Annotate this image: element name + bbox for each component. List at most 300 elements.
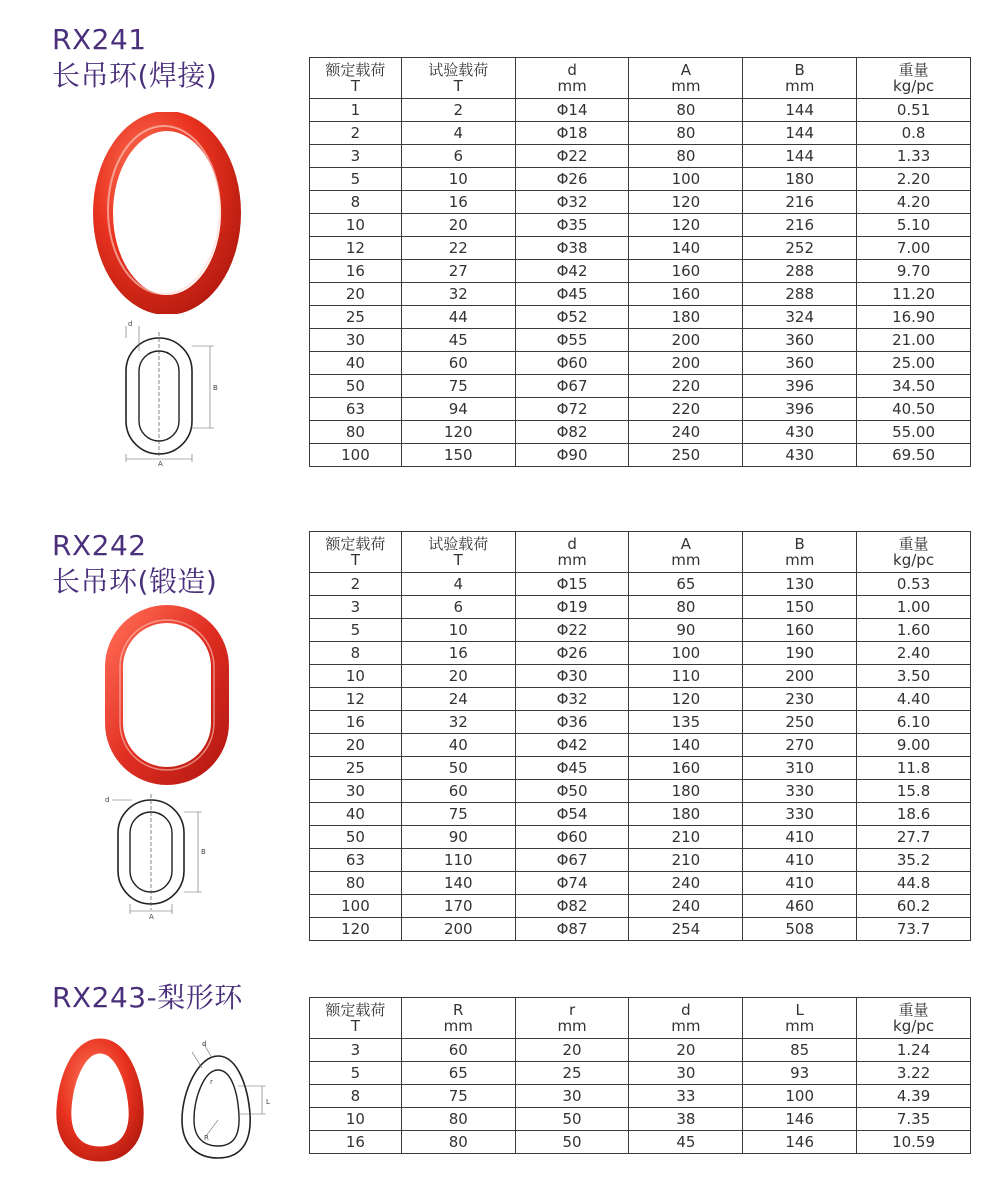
table-cell: 3 — [310, 145, 402, 168]
table-cell: 1.00 — [857, 596, 971, 619]
table-cell: 120 — [629, 214, 743, 237]
table-cell: 75 — [401, 375, 515, 398]
header-unit: mm — [557, 1017, 587, 1035]
table-cell: Φ30 — [515, 665, 629, 688]
table-cell: 144 — [743, 99, 857, 122]
table-cell: 16 — [401, 642, 515, 665]
table-cell: 360 — [743, 352, 857, 375]
table-row — [310, 145, 971, 168]
table-cell: 10 — [310, 665, 402, 688]
table-cell: 25 — [310, 757, 402, 780]
table-cell: 3 — [310, 596, 402, 619]
table-cell: 16 — [310, 260, 402, 283]
table-cell: 100 — [743, 1085, 857, 1108]
table-row — [310, 918, 971, 941]
table-cell: 12 — [310, 237, 402, 260]
table-cell: 8 — [310, 191, 402, 214]
table-cell: 25.00 — [857, 352, 971, 375]
table-row — [310, 1039, 971, 1062]
header-unit: mm — [785, 551, 815, 569]
table-cell: 45 — [401, 329, 515, 352]
table-cell: 210 — [629, 826, 743, 849]
table-cell: 60 — [401, 352, 515, 375]
table-cell: Φ67 — [515, 849, 629, 872]
table-cell: 80 — [629, 99, 743, 122]
header-unit: mm — [785, 1017, 815, 1035]
table-cell: 288 — [743, 260, 857, 283]
table-cell: 170 — [401, 895, 515, 918]
header-label: R — [453, 1001, 464, 1019]
table-cell: 140 — [629, 237, 743, 260]
table-cell: 5 — [310, 619, 402, 642]
table-cell: 160 — [743, 619, 857, 642]
table-cell: 27.7 — [857, 826, 971, 849]
table-cell: 50 — [515, 1131, 629, 1154]
table-row — [310, 237, 971, 260]
table-cell: 120 — [629, 191, 743, 214]
table-cell: 30 — [310, 329, 402, 352]
table-cell: 200 — [743, 665, 857, 688]
table-row — [310, 757, 971, 780]
table-cell: 30 — [629, 1062, 743, 1085]
table-cell: 80 — [401, 1131, 515, 1154]
section-title — [52, 528, 217, 600]
ring-dimension-diagram — [160, 1040, 280, 1164]
table-cell: 410 — [743, 849, 857, 872]
table-cell: Φ60 — [515, 826, 629, 849]
column-header — [857, 532, 971, 573]
table-row — [310, 122, 971, 145]
table-cell: Φ54 — [515, 803, 629, 826]
table-cell: 410 — [743, 872, 857, 895]
table-cell: 0.51 — [857, 99, 971, 122]
header-label: 重量 — [898, 61, 929, 79]
table-cell: 1.33 — [857, 145, 971, 168]
label-L: L — [266, 1098, 270, 1106]
table-cell: 25 — [515, 1062, 629, 1085]
table-row — [310, 99, 971, 122]
header-label: 额定载荷 — [325, 1001, 386, 1019]
table-cell: 216 — [743, 214, 857, 237]
table-cell: 11.20 — [857, 283, 971, 306]
table-cell: 2 — [401, 99, 515, 122]
header-unit: mm — [671, 1017, 701, 1035]
table-row — [310, 872, 971, 895]
table-cell: 120 — [629, 688, 743, 711]
header-unit: T — [350, 551, 361, 569]
table-cell: Φ42 — [515, 734, 629, 757]
table-row — [310, 803, 971, 826]
table-row — [310, 260, 971, 283]
table-cell: 25 — [310, 306, 402, 329]
table-cell: Φ82 — [515, 895, 629, 918]
table-cell: 24 — [401, 688, 515, 711]
table-cell: 65 — [629, 573, 743, 596]
table-cell: 3.22 — [857, 1062, 971, 1085]
table-cell: 2 — [310, 122, 402, 145]
table-cell: 3.50 — [857, 665, 971, 688]
table-cell: 144 — [743, 145, 857, 168]
table-cell: 80 — [310, 872, 402, 895]
table-cell: 16 — [401, 191, 515, 214]
table-cell: 65 — [401, 1062, 515, 1085]
table-cell: 5 — [310, 1062, 402, 1085]
column-header — [857, 998, 971, 1039]
header-label: d — [681, 1001, 691, 1019]
header-unit: mm — [671, 551, 701, 569]
table-cell: 90 — [401, 826, 515, 849]
table-cell: 35.2 — [857, 849, 971, 872]
table-cell: Φ67 — [515, 375, 629, 398]
table-cell: 4 — [401, 573, 515, 596]
table-cell: 200 — [629, 352, 743, 375]
table-cell: Φ14 — [515, 99, 629, 122]
column-header — [401, 58, 515, 99]
table-cell: 40 — [310, 352, 402, 375]
table-cell: 7.35 — [857, 1108, 971, 1131]
column-header — [515, 532, 629, 573]
ring-photo — [102, 604, 232, 786]
header-unit: mm — [557, 77, 587, 95]
table-cell: 4.40 — [857, 688, 971, 711]
table-cell: 6.10 — [857, 711, 971, 734]
column-header — [629, 58, 743, 99]
header-label: B — [794, 535, 805, 553]
table-cell: 250 — [629, 444, 743, 467]
header-unit: mm — [443, 1017, 473, 1035]
table-cell: 180 — [743, 168, 857, 191]
table-cell: 330 — [743, 803, 857, 826]
table-cell: 6 — [401, 596, 515, 619]
table-cell: Φ22 — [515, 145, 629, 168]
table-cell: 20 — [310, 283, 402, 306]
header-label: 额定载荷 — [325, 61, 386, 79]
table-cell: 4.20 — [857, 191, 971, 214]
table-row — [310, 596, 971, 619]
ring-photo — [92, 112, 242, 314]
table-row — [310, 780, 971, 803]
header-label: 重量 — [898, 535, 929, 553]
table-row — [310, 573, 971, 596]
table-cell: Φ72 — [515, 398, 629, 421]
table-cell: 69.50 — [857, 444, 971, 467]
table-row — [310, 711, 971, 734]
table-cell: 75 — [401, 1085, 515, 1108]
table-row — [310, 642, 971, 665]
table-cell: 80 — [629, 122, 743, 145]
table-cell: 240 — [629, 872, 743, 895]
label-B: B — [201, 848, 206, 856]
table-row — [310, 306, 971, 329]
column-header — [743, 532, 857, 573]
header-label: L — [795, 1001, 804, 1019]
table-cell: 75 — [401, 803, 515, 826]
header-unit: mm — [671, 77, 701, 95]
table-cell: 94 — [401, 398, 515, 421]
table-cell: 110 — [401, 849, 515, 872]
table-cell: 90 — [629, 619, 743, 642]
table-row — [310, 1062, 971, 1085]
table-cell: 1.24 — [857, 1039, 971, 1062]
table-cell: Φ45 — [515, 757, 629, 780]
table-cell: Φ38 — [515, 237, 629, 260]
table-cell: 220 — [629, 375, 743, 398]
table-cell: Φ32 — [515, 688, 629, 711]
table-cell: 4 — [401, 122, 515, 145]
table-cell: 40 — [401, 734, 515, 757]
table-row — [310, 283, 971, 306]
product-name: 梨形环 — [157, 981, 243, 1014]
table-cell: 50 — [401, 757, 515, 780]
table-cell: 160 — [629, 283, 743, 306]
table-cell: 146 — [743, 1131, 857, 1154]
table-cell: 9.00 — [857, 734, 971, 757]
table-cell: 250 — [743, 711, 857, 734]
table-cell: 30 — [515, 1085, 629, 1108]
table-cell: 63 — [310, 398, 402, 421]
table-cell: Φ52 — [515, 306, 629, 329]
table-cell: 33 — [629, 1085, 743, 1108]
table-row — [310, 895, 971, 918]
table-cell: 20 — [310, 734, 402, 757]
table-cell: 100 — [310, 895, 402, 918]
section-title — [52, 980, 243, 1016]
table-cell: 460 — [743, 895, 857, 918]
table-cell: 8 — [310, 642, 402, 665]
table-cell: 254 — [629, 918, 743, 941]
table-cell: 396 — [743, 375, 857, 398]
label-d: d — [202, 1040, 207, 1048]
table-cell: 10 — [401, 619, 515, 642]
header-label: 试验载荷 — [428, 61, 489, 79]
table-cell: 27 — [401, 260, 515, 283]
table-row — [310, 826, 971, 849]
table-cell: 50 — [515, 1108, 629, 1131]
table-cell: 135 — [629, 711, 743, 734]
table-cell: 60.2 — [857, 895, 971, 918]
table-cell: 2.40 — [857, 642, 971, 665]
table-cell: Φ50 — [515, 780, 629, 803]
product-name: 长吊环(锻造) — [52, 565, 218, 598]
table-cell: Φ42 — [515, 260, 629, 283]
table-row — [310, 421, 971, 444]
table-cell: 288 — [743, 283, 857, 306]
table-cell: 10.59 — [857, 1131, 971, 1154]
header-unit: kg/pc — [893, 551, 935, 569]
table-cell: 240 — [629, 895, 743, 918]
header-unit: T — [453, 551, 463, 569]
label-R: R — [204, 1134, 209, 1142]
table-cell: 430 — [743, 421, 857, 444]
column-header — [310, 998, 402, 1039]
table-cell: 32 — [401, 283, 515, 306]
header-unit: kg/pc — [893, 77, 935, 95]
table-cell: Φ87 — [515, 918, 629, 941]
table-row — [310, 1108, 971, 1131]
table-cell: 160 — [629, 757, 743, 780]
table-header-row — [310, 532, 971, 573]
header-unit: kg/pc — [893, 1017, 935, 1035]
spec-table — [309, 997, 971, 1154]
header-unit: T — [453, 77, 463, 95]
table-cell: 80 — [401, 1108, 515, 1131]
ring-dimension-diagram — [118, 318, 228, 466]
table-cell: 40 — [310, 803, 402, 826]
table-cell: 32 — [401, 711, 515, 734]
table-cell: 9.70 — [857, 260, 971, 283]
table-cell: Φ82 — [515, 421, 629, 444]
table-cell: 8 — [310, 1085, 402, 1108]
column-header — [310, 532, 402, 573]
table-cell: 2 — [310, 573, 402, 596]
table-cell: 16 — [310, 711, 402, 734]
header-unit: mm — [557, 551, 587, 569]
table-cell: 50 — [310, 375, 402, 398]
table-cell: Φ26 — [515, 642, 629, 665]
ring-dimension-diagram — [102, 788, 212, 920]
header-label: 额定载荷 — [325, 535, 386, 553]
table-cell: 16.90 — [857, 306, 971, 329]
table-cell: Φ18 — [515, 122, 629, 145]
table-cell: 45 — [629, 1131, 743, 1154]
table-row — [310, 849, 971, 872]
label-A: A — [158, 460, 163, 466]
header-unit: mm — [785, 77, 815, 95]
table-cell: Φ90 — [515, 444, 629, 467]
table-cell: Φ45 — [515, 283, 629, 306]
table-cell: 190 — [743, 642, 857, 665]
table-cell: 310 — [743, 757, 857, 780]
table-cell: 180 — [629, 803, 743, 826]
table-cell: 20 — [401, 214, 515, 237]
table-cell: 146 — [743, 1108, 857, 1131]
table-cell: 410 — [743, 826, 857, 849]
table-cell: 55.00 — [857, 421, 971, 444]
table-row — [310, 375, 971, 398]
table-row — [310, 444, 971, 467]
table-row — [310, 329, 971, 352]
table-cell: 34.50 — [857, 375, 971, 398]
column-header — [629, 998, 743, 1039]
table-cell: 63 — [310, 849, 402, 872]
label-d: d — [128, 320, 133, 328]
column-header — [515, 58, 629, 99]
table-cell: 120 — [401, 421, 515, 444]
table-cell: 44 — [401, 306, 515, 329]
table-cell: 324 — [743, 306, 857, 329]
header-label: A — [680, 535, 692, 553]
ring-photo — [52, 1036, 148, 1164]
table-cell: 18.6 — [857, 803, 971, 826]
table-cell: 22 — [401, 237, 515, 260]
table-cell: 11.8 — [857, 757, 971, 780]
table-cell: Φ22 — [515, 619, 629, 642]
table-cell: 160 — [629, 260, 743, 283]
header-label: B — [794, 61, 805, 79]
table-cell: 10 — [401, 168, 515, 191]
table-cell: 5 — [310, 168, 402, 191]
table-cell: 40.50 — [857, 398, 971, 421]
table-cell: 20 — [515, 1039, 629, 1062]
table-cell: 110 — [629, 665, 743, 688]
column-header — [857, 58, 971, 99]
table-cell: 200 — [629, 329, 743, 352]
table-row — [310, 168, 971, 191]
table-cell: 240 — [629, 421, 743, 444]
table-cell: 44.8 — [857, 872, 971, 895]
table-cell: 216 — [743, 191, 857, 214]
table-cell: 100 — [629, 642, 743, 665]
table-cell: Φ36 — [515, 711, 629, 734]
table-cell: 30 — [310, 780, 402, 803]
table-cell: 80 — [629, 145, 743, 168]
column-header — [515, 998, 629, 1039]
spec-table — [309, 57, 971, 467]
table-cell: 396 — [743, 398, 857, 421]
table-row — [310, 214, 971, 237]
table-cell: 140 — [401, 872, 515, 895]
table-cell: 180 — [629, 306, 743, 329]
table-cell: 20 — [629, 1039, 743, 1062]
table-cell: 12 — [310, 688, 402, 711]
table-row — [310, 688, 971, 711]
table-cell: 73.7 — [857, 918, 971, 941]
column-header — [743, 58, 857, 99]
spec-table — [309, 531, 971, 941]
column-header — [743, 998, 857, 1039]
table-cell: 210 — [629, 849, 743, 872]
table-cell: Φ15 — [515, 573, 629, 596]
table-cell: 6 — [401, 145, 515, 168]
table-cell: 180 — [629, 780, 743, 803]
table-row — [310, 352, 971, 375]
table-cell: 20 — [401, 665, 515, 688]
header-label: d — [567, 61, 577, 79]
section-title — [52, 22, 217, 94]
table-header-row — [310, 58, 971, 99]
label-B: B — [213, 384, 218, 392]
table-cell: 10 — [310, 1108, 402, 1131]
table-cell: 100 — [629, 168, 743, 191]
label-d: d — [105, 796, 110, 804]
table-cell: 3 — [310, 1039, 402, 1062]
table-row — [310, 191, 971, 214]
column-header — [629, 532, 743, 573]
table-cell: 2.20 — [857, 168, 971, 191]
table-cell: Φ74 — [515, 872, 629, 895]
table-header-row — [310, 998, 971, 1039]
table-cell: 0.53 — [857, 573, 971, 596]
table-row — [310, 665, 971, 688]
column-header — [401, 532, 515, 573]
table-cell: 7.00 — [857, 237, 971, 260]
table-cell: Φ19 — [515, 596, 629, 619]
label-A: A — [149, 913, 154, 920]
table-cell: 130 — [743, 573, 857, 596]
table-cell: 50 — [310, 826, 402, 849]
column-header — [310, 58, 402, 99]
table-cell: 15.8 — [857, 780, 971, 803]
table-cell: 144 — [743, 122, 857, 145]
table-cell: 60 — [401, 1039, 515, 1062]
table-cell: 200 — [401, 918, 515, 941]
table-cell: 230 — [743, 688, 857, 711]
table-cell: 140 — [629, 734, 743, 757]
table-cell: Φ60 — [515, 352, 629, 375]
table-cell: Φ26 — [515, 168, 629, 191]
header-label: 试验载荷 — [428, 535, 489, 553]
model-code: RX241 — [52, 23, 147, 56]
